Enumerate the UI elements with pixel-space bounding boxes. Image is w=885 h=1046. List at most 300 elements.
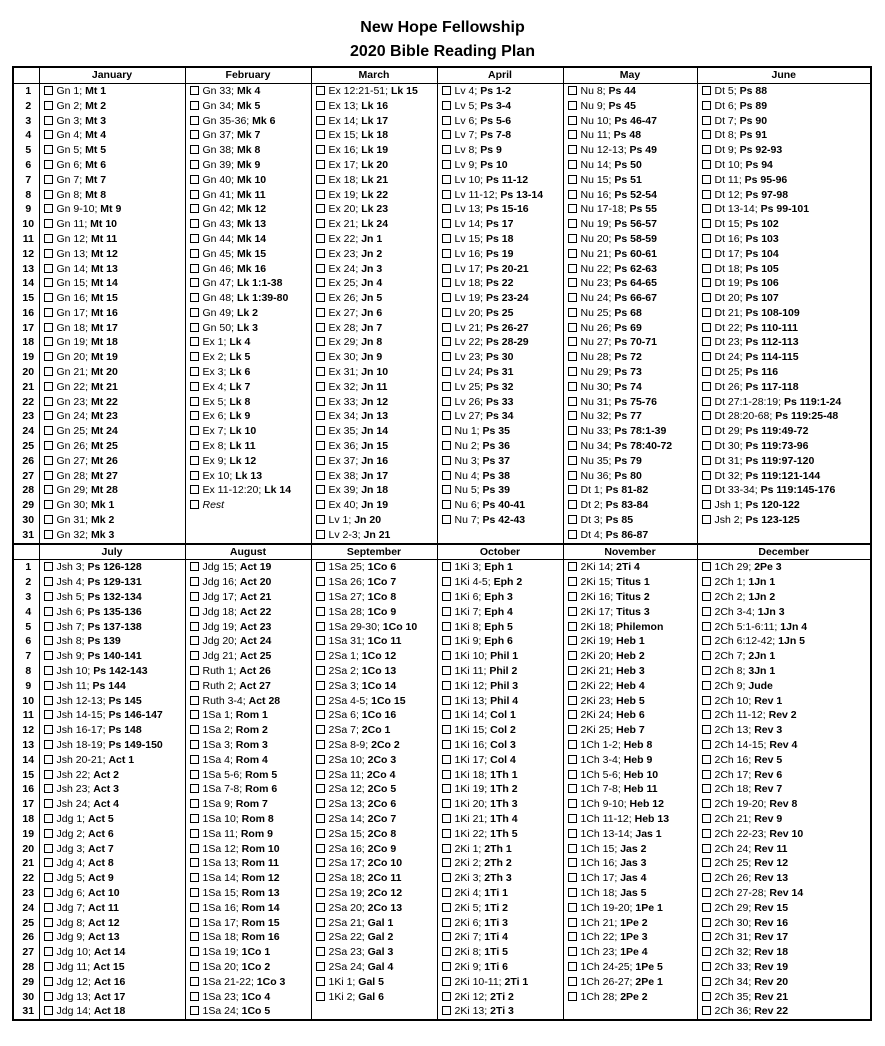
reading-cell[interactable] bbox=[697, 605, 871, 620]
checkbox[interactable] bbox=[44, 323, 53, 332]
checkbox[interactable] bbox=[190, 101, 199, 110]
reading-cell[interactable] bbox=[185, 321, 311, 336]
checkbox[interactable] bbox=[44, 485, 53, 494]
checkbox[interactable] bbox=[190, 977, 199, 986]
reading-cell[interactable] bbox=[185, 1004, 311, 1020]
checkbox[interactable] bbox=[190, 607, 199, 616]
checkbox[interactable] bbox=[702, 426, 711, 435]
checkbox[interactable] bbox=[568, 858, 577, 867]
checkbox[interactable] bbox=[442, 918, 451, 927]
checkbox[interactable] bbox=[442, 441, 451, 450]
reading-cell[interactable] bbox=[437, 605, 563, 620]
checkbox[interactable] bbox=[44, 992, 53, 1001]
checkbox[interactable] bbox=[190, 992, 199, 1001]
reading-cell[interactable] bbox=[437, 664, 563, 679]
checkbox[interactable] bbox=[316, 799, 325, 808]
checkbox[interactable] bbox=[442, 352, 451, 361]
reading-cell[interactable] bbox=[697, 560, 871, 575]
reading-cell[interactable] bbox=[311, 871, 437, 886]
reading-cell[interactable] bbox=[563, 975, 697, 990]
checkbox[interactable] bbox=[702, 190, 711, 199]
reading-cell[interactable] bbox=[437, 498, 563, 513]
reading-cell[interactable] bbox=[563, 350, 697, 365]
reading-cell[interactable] bbox=[185, 871, 311, 886]
checkbox[interactable] bbox=[568, 784, 577, 793]
reading-cell[interactable] bbox=[563, 439, 697, 454]
reading-cell[interactable] bbox=[697, 723, 871, 738]
checkbox[interactable] bbox=[442, 278, 451, 287]
checkbox[interactable] bbox=[44, 160, 53, 169]
reading-cell[interactable] bbox=[563, 738, 697, 753]
checkbox[interactable] bbox=[44, 932, 53, 941]
checkbox[interactable] bbox=[44, 278, 53, 287]
checkbox[interactable] bbox=[568, 992, 577, 1001]
checkbox[interactable] bbox=[568, 190, 577, 199]
checkbox[interactable] bbox=[44, 411, 53, 420]
checkbox[interactable] bbox=[316, 577, 325, 586]
checkbox[interactable] bbox=[568, 367, 577, 376]
checkbox[interactable] bbox=[702, 337, 711, 346]
reading-cell[interactable] bbox=[185, 261, 311, 276]
reading-cell[interactable] bbox=[185, 83, 311, 98]
checkbox[interactable] bbox=[442, 740, 451, 749]
checkbox[interactable] bbox=[44, 681, 53, 690]
reading-cell[interactable] bbox=[437, 99, 563, 114]
reading-cell[interactable] bbox=[697, 575, 871, 590]
checkbox[interactable] bbox=[442, 500, 451, 509]
checkbox[interactable] bbox=[316, 755, 325, 764]
reading-cell[interactable] bbox=[697, 513, 871, 528]
checkbox[interactable] bbox=[316, 607, 325, 616]
reading-cell[interactable] bbox=[39, 708, 185, 723]
reading-cell[interactable] bbox=[563, 276, 697, 291]
reading-cell[interactable] bbox=[697, 143, 871, 158]
checkbox[interactable] bbox=[316, 903, 325, 912]
reading-cell[interactable] bbox=[563, 605, 697, 620]
reading-cell[interactable] bbox=[311, 664, 437, 679]
checkbox[interactable] bbox=[316, 992, 325, 1001]
reading-cell[interactable] bbox=[311, 365, 437, 380]
checkbox[interactable] bbox=[190, 577, 199, 586]
checkbox[interactable] bbox=[316, 844, 325, 853]
checkbox[interactable] bbox=[190, 441, 199, 450]
checkbox[interactable] bbox=[702, 873, 711, 882]
checkbox[interactable] bbox=[568, 175, 577, 184]
checkbox[interactable] bbox=[190, 293, 199, 302]
reading-cell[interactable] bbox=[39, 187, 185, 202]
checkbox[interactable] bbox=[190, 725, 199, 734]
checkbox[interactable] bbox=[702, 160, 711, 169]
checkbox[interactable] bbox=[44, 264, 53, 273]
reading-cell[interactable] bbox=[185, 291, 311, 306]
checkbox[interactable] bbox=[442, 681, 451, 690]
checkbox[interactable] bbox=[44, 500, 53, 509]
checkbox[interactable] bbox=[568, 666, 577, 675]
reading-cell[interactable] bbox=[563, 708, 697, 723]
checkbox[interactable] bbox=[568, 130, 577, 139]
checkbox[interactable] bbox=[442, 903, 451, 912]
reading-cell[interactable] bbox=[697, 945, 871, 960]
checkbox[interactable] bbox=[442, 116, 451, 125]
reading-cell[interactable] bbox=[39, 99, 185, 114]
checkbox[interactable] bbox=[316, 234, 325, 243]
reading-cell[interactable] bbox=[185, 276, 311, 291]
checkbox[interactable] bbox=[190, 873, 199, 882]
checkbox[interactable] bbox=[442, 696, 451, 705]
reading-cell[interactable] bbox=[39, 217, 185, 232]
reading-cell[interactable] bbox=[311, 679, 437, 694]
reading-cell[interactable] bbox=[39, 113, 185, 128]
checkbox[interactable] bbox=[316, 784, 325, 793]
reading-cell[interactable] bbox=[563, 365, 697, 380]
checkbox[interactable] bbox=[44, 666, 53, 675]
reading-cell[interactable] bbox=[185, 679, 311, 694]
reading-cell[interactable] bbox=[311, 782, 437, 797]
checkbox[interactable] bbox=[316, 829, 325, 838]
checkbox[interactable] bbox=[442, 977, 451, 986]
checkbox[interactable] bbox=[190, 799, 199, 808]
reading-cell[interactable] bbox=[39, 83, 185, 98]
reading-cell[interactable] bbox=[185, 975, 311, 990]
reading-cell[interactable] bbox=[697, 128, 871, 143]
checkbox[interactable] bbox=[442, 622, 451, 631]
checkbox[interactable] bbox=[316, 323, 325, 332]
reading-cell[interactable] bbox=[437, 723, 563, 738]
checkbox[interactable] bbox=[316, 918, 325, 927]
checkbox[interactable] bbox=[442, 1006, 451, 1015]
reading-cell[interactable] bbox=[437, 306, 563, 321]
checkbox[interactable] bbox=[44, 799, 53, 808]
reading-cell[interactable] bbox=[437, 409, 563, 424]
checkbox[interactable] bbox=[190, 249, 199, 258]
reading-cell[interactable] bbox=[185, 202, 311, 217]
reading-cell[interactable] bbox=[697, 767, 871, 782]
checkbox[interactable] bbox=[316, 86, 325, 95]
reading-cell[interactable] bbox=[311, 321, 437, 336]
reading-cell[interactable] bbox=[563, 409, 697, 424]
checkbox[interactable] bbox=[316, 308, 325, 317]
checkbox[interactable] bbox=[316, 814, 325, 823]
checkbox[interactable] bbox=[190, 858, 199, 867]
reading-cell[interactable] bbox=[39, 560, 185, 575]
checkbox[interactable] bbox=[702, 352, 711, 361]
reading-cell[interactable] bbox=[563, 575, 697, 590]
reading-cell[interactable] bbox=[39, 915, 185, 930]
reading-cell[interactable] bbox=[311, 469, 437, 484]
checkbox[interactable] bbox=[190, 1006, 199, 1015]
checkbox[interactable] bbox=[316, 530, 325, 539]
checkbox[interactable] bbox=[44, 175, 53, 184]
reading-cell[interactable] bbox=[311, 901, 437, 916]
checkbox[interactable] bbox=[190, 219, 199, 228]
reading-cell[interactable] bbox=[697, 113, 871, 128]
checkbox[interactable] bbox=[316, 219, 325, 228]
checkbox[interactable] bbox=[442, 323, 451, 332]
reading-cell[interactable] bbox=[697, 901, 871, 916]
checkbox[interactable] bbox=[442, 145, 451, 154]
reading-cell[interactable] bbox=[563, 960, 697, 975]
reading-cell[interactable] bbox=[697, 797, 871, 812]
reading-cell[interactable] bbox=[437, 483, 563, 498]
reading-cell[interactable] bbox=[39, 173, 185, 188]
reading-cell[interactable] bbox=[437, 915, 563, 930]
reading-cell[interactable] bbox=[185, 782, 311, 797]
reading-cell[interactable] bbox=[697, 247, 871, 262]
checkbox[interactable] bbox=[702, 799, 711, 808]
reading-cell[interactable] bbox=[697, 782, 871, 797]
reading-cell[interactable] bbox=[437, 708, 563, 723]
reading-cell[interactable] bbox=[437, 753, 563, 768]
checkbox[interactable] bbox=[442, 101, 451, 110]
reading-cell[interactable] bbox=[697, 960, 871, 975]
reading-cell[interactable] bbox=[39, 590, 185, 605]
reading-cell[interactable] bbox=[185, 634, 311, 649]
checkbox[interactable] bbox=[44, 784, 53, 793]
reading-cell[interactable] bbox=[185, 560, 311, 575]
checkbox[interactable] bbox=[190, 755, 199, 764]
checkbox[interactable] bbox=[316, 500, 325, 509]
reading-cell[interactable] bbox=[563, 424, 697, 439]
reading-cell[interactable] bbox=[697, 886, 871, 901]
checkbox[interactable] bbox=[44, 234, 53, 243]
checkbox[interactable] bbox=[190, 814, 199, 823]
reading-cell[interactable] bbox=[185, 619, 311, 634]
reading-cell[interactable] bbox=[697, 649, 871, 664]
checkbox[interactable] bbox=[568, 264, 577, 273]
reading-cell[interactable] bbox=[39, 158, 185, 173]
checkbox[interactable] bbox=[44, 86, 53, 95]
checkbox[interactable] bbox=[702, 903, 711, 912]
reading-cell[interactable] bbox=[563, 99, 697, 114]
checkbox[interactable] bbox=[190, 264, 199, 273]
checkbox[interactable] bbox=[442, 992, 451, 1001]
reading-cell[interactable] bbox=[437, 575, 563, 590]
checkbox[interactable] bbox=[190, 710, 199, 719]
checkbox[interactable] bbox=[702, 577, 711, 586]
reading-cell[interactable] bbox=[311, 158, 437, 173]
reading-cell[interactable] bbox=[311, 528, 437, 544]
reading-cell[interactable] bbox=[39, 664, 185, 679]
reading-cell[interactable] bbox=[563, 143, 697, 158]
checkbox[interactable] bbox=[702, 323, 711, 332]
checkbox[interactable] bbox=[702, 471, 711, 480]
reading-cell[interactable] bbox=[437, 738, 563, 753]
checkbox[interactable] bbox=[568, 873, 577, 882]
reading-cell[interactable] bbox=[437, 782, 563, 797]
checkbox[interactable] bbox=[568, 696, 577, 705]
reading-cell[interactable] bbox=[697, 590, 871, 605]
checkbox[interactable] bbox=[316, 204, 325, 213]
reading-cell[interactable] bbox=[311, 187, 437, 202]
reading-cell[interactable] bbox=[311, 930, 437, 945]
checkbox[interactable] bbox=[702, 485, 711, 494]
checkbox[interactable] bbox=[442, 666, 451, 675]
checkbox[interactable] bbox=[568, 160, 577, 169]
checkbox[interactable] bbox=[190, 411, 199, 420]
checkbox[interactable] bbox=[44, 426, 53, 435]
checkbox[interactable] bbox=[568, 397, 577, 406]
reading-cell[interactable] bbox=[437, 960, 563, 975]
reading-cell[interactable] bbox=[39, 395, 185, 410]
checkbox[interactable] bbox=[568, 725, 577, 734]
reading-cell[interactable] bbox=[311, 424, 437, 439]
checkbox[interactable] bbox=[442, 234, 451, 243]
reading-cell[interactable] bbox=[437, 202, 563, 217]
checkbox[interactable] bbox=[44, 918, 53, 927]
reading-cell[interactable] bbox=[311, 812, 437, 827]
reading-cell[interactable] bbox=[437, 173, 563, 188]
reading-cell[interactable] bbox=[563, 841, 697, 856]
checkbox[interactable] bbox=[568, 947, 577, 956]
reading-cell[interactable] bbox=[311, 945, 437, 960]
reading-cell[interactable] bbox=[39, 827, 185, 842]
checkbox[interactable] bbox=[316, 947, 325, 956]
checkbox[interactable] bbox=[568, 382, 577, 391]
reading-cell[interactable] bbox=[311, 128, 437, 143]
reading-cell[interactable] bbox=[39, 619, 185, 634]
reading-cell[interactable] bbox=[563, 395, 697, 410]
checkbox[interactable] bbox=[702, 770, 711, 779]
checkbox[interactable] bbox=[44, 456, 53, 465]
reading-cell[interactable] bbox=[185, 797, 311, 812]
reading-cell[interactable] bbox=[311, 247, 437, 262]
reading-cell[interactable] bbox=[437, 424, 563, 439]
checkbox[interactable] bbox=[442, 86, 451, 95]
reading-cell[interactable] bbox=[39, 276, 185, 291]
checkbox[interactable] bbox=[568, 500, 577, 509]
reading-cell[interactable] bbox=[697, 619, 871, 634]
checkbox[interactable] bbox=[316, 932, 325, 941]
reading-cell[interactable] bbox=[39, 856, 185, 871]
reading-cell[interactable] bbox=[311, 738, 437, 753]
checkbox[interactable] bbox=[190, 456, 199, 465]
checkbox[interactable] bbox=[442, 456, 451, 465]
checkbox[interactable] bbox=[568, 740, 577, 749]
checkbox[interactable] bbox=[702, 784, 711, 793]
reading-cell[interactable] bbox=[563, 498, 697, 513]
reading-cell[interactable] bbox=[563, 321, 697, 336]
checkbox[interactable] bbox=[702, 696, 711, 705]
reading-cell[interactable] bbox=[437, 143, 563, 158]
checkbox[interactable] bbox=[316, 888, 325, 897]
reading-cell[interactable] bbox=[39, 261, 185, 276]
checkbox[interactable] bbox=[442, 770, 451, 779]
reading-cell[interactable] bbox=[437, 975, 563, 990]
checkbox[interactable] bbox=[190, 426, 199, 435]
checkbox[interactable] bbox=[702, 592, 711, 601]
checkbox[interactable] bbox=[44, 888, 53, 897]
reading-cell[interactable] bbox=[563, 664, 697, 679]
checkbox[interactable] bbox=[190, 592, 199, 601]
checkbox[interactable] bbox=[442, 755, 451, 764]
reading-cell[interactable] bbox=[437, 395, 563, 410]
checkbox[interactable] bbox=[44, 219, 53, 228]
checkbox[interactable] bbox=[702, 515, 711, 524]
reading-cell[interactable] bbox=[39, 945, 185, 960]
reading-cell[interactable] bbox=[437, 797, 563, 812]
reading-cell[interactable] bbox=[185, 424, 311, 439]
checkbox[interactable] bbox=[190, 666, 199, 675]
checkbox[interactable] bbox=[316, 651, 325, 660]
checkbox[interactable] bbox=[316, 710, 325, 719]
reading-cell[interactable] bbox=[697, 173, 871, 188]
reading-cell[interactable] bbox=[185, 605, 311, 620]
checkbox[interactable] bbox=[316, 636, 325, 645]
reading-cell[interactable] bbox=[39, 723, 185, 738]
checkbox[interactable] bbox=[442, 367, 451, 376]
checkbox[interactable] bbox=[568, 592, 577, 601]
reading-cell[interactable] bbox=[563, 528, 697, 544]
reading-cell[interactable] bbox=[185, 575, 311, 590]
reading-cell[interactable] bbox=[563, 113, 697, 128]
reading-cell[interactable] bbox=[185, 380, 311, 395]
reading-cell[interactable] bbox=[185, 483, 311, 498]
reading-cell[interactable] bbox=[311, 232, 437, 247]
checkbox[interactable] bbox=[190, 160, 199, 169]
reading-cell[interactable] bbox=[39, 679, 185, 694]
checkbox[interactable] bbox=[442, 710, 451, 719]
checkbox[interactable] bbox=[190, 337, 199, 346]
checkbox[interactable] bbox=[44, 740, 53, 749]
checkbox[interactable] bbox=[44, 622, 53, 631]
reading-cell[interactable] bbox=[185, 395, 311, 410]
reading-cell[interactable] bbox=[185, 350, 311, 365]
reading-cell[interactable] bbox=[185, 113, 311, 128]
checkbox[interactable] bbox=[702, 278, 711, 287]
reading-cell[interactable] bbox=[185, 723, 311, 738]
checkbox[interactable] bbox=[316, 426, 325, 435]
reading-cell[interactable] bbox=[185, 945, 311, 960]
reading-cell[interactable] bbox=[437, 187, 563, 202]
reading-cell[interactable] bbox=[185, 158, 311, 173]
reading-cell[interactable] bbox=[437, 261, 563, 276]
checkbox[interactable] bbox=[568, 799, 577, 808]
checkbox[interactable] bbox=[442, 337, 451, 346]
checkbox[interactable] bbox=[442, 293, 451, 302]
reading-cell[interactable] bbox=[39, 335, 185, 350]
reading-cell[interactable] bbox=[437, 439, 563, 454]
checkbox[interactable] bbox=[44, 858, 53, 867]
checkbox[interactable] bbox=[568, 456, 577, 465]
checkbox[interactable] bbox=[702, 858, 711, 867]
reading-cell[interactable] bbox=[185, 439, 311, 454]
checkbox[interactable] bbox=[702, 456, 711, 465]
checkbox[interactable] bbox=[442, 829, 451, 838]
reading-cell[interactable] bbox=[697, 483, 871, 498]
checkbox[interactable] bbox=[702, 992, 711, 1001]
reading-cell[interactable] bbox=[563, 232, 697, 247]
checkbox[interactable] bbox=[44, 1006, 53, 1015]
checkbox[interactable] bbox=[190, 903, 199, 912]
reading-cell[interactable] bbox=[563, 782, 697, 797]
reading-cell[interactable] bbox=[437, 856, 563, 871]
checkbox[interactable] bbox=[44, 962, 53, 971]
checkbox[interactable] bbox=[316, 130, 325, 139]
checkbox[interactable] bbox=[316, 382, 325, 391]
checkbox[interactable] bbox=[190, 844, 199, 853]
checkbox[interactable] bbox=[702, 204, 711, 213]
checkbox[interactable] bbox=[44, 947, 53, 956]
checkbox[interactable] bbox=[568, 515, 577, 524]
reading-cell[interactable] bbox=[563, 454, 697, 469]
checkbox[interactable] bbox=[702, 367, 711, 376]
reading-cell[interactable] bbox=[185, 335, 311, 350]
reading-cell[interactable] bbox=[563, 901, 697, 916]
reading-cell[interactable] bbox=[697, 232, 871, 247]
checkbox[interactable] bbox=[702, 932, 711, 941]
reading-cell[interactable] bbox=[311, 350, 437, 365]
reading-cell[interactable] bbox=[697, 454, 871, 469]
